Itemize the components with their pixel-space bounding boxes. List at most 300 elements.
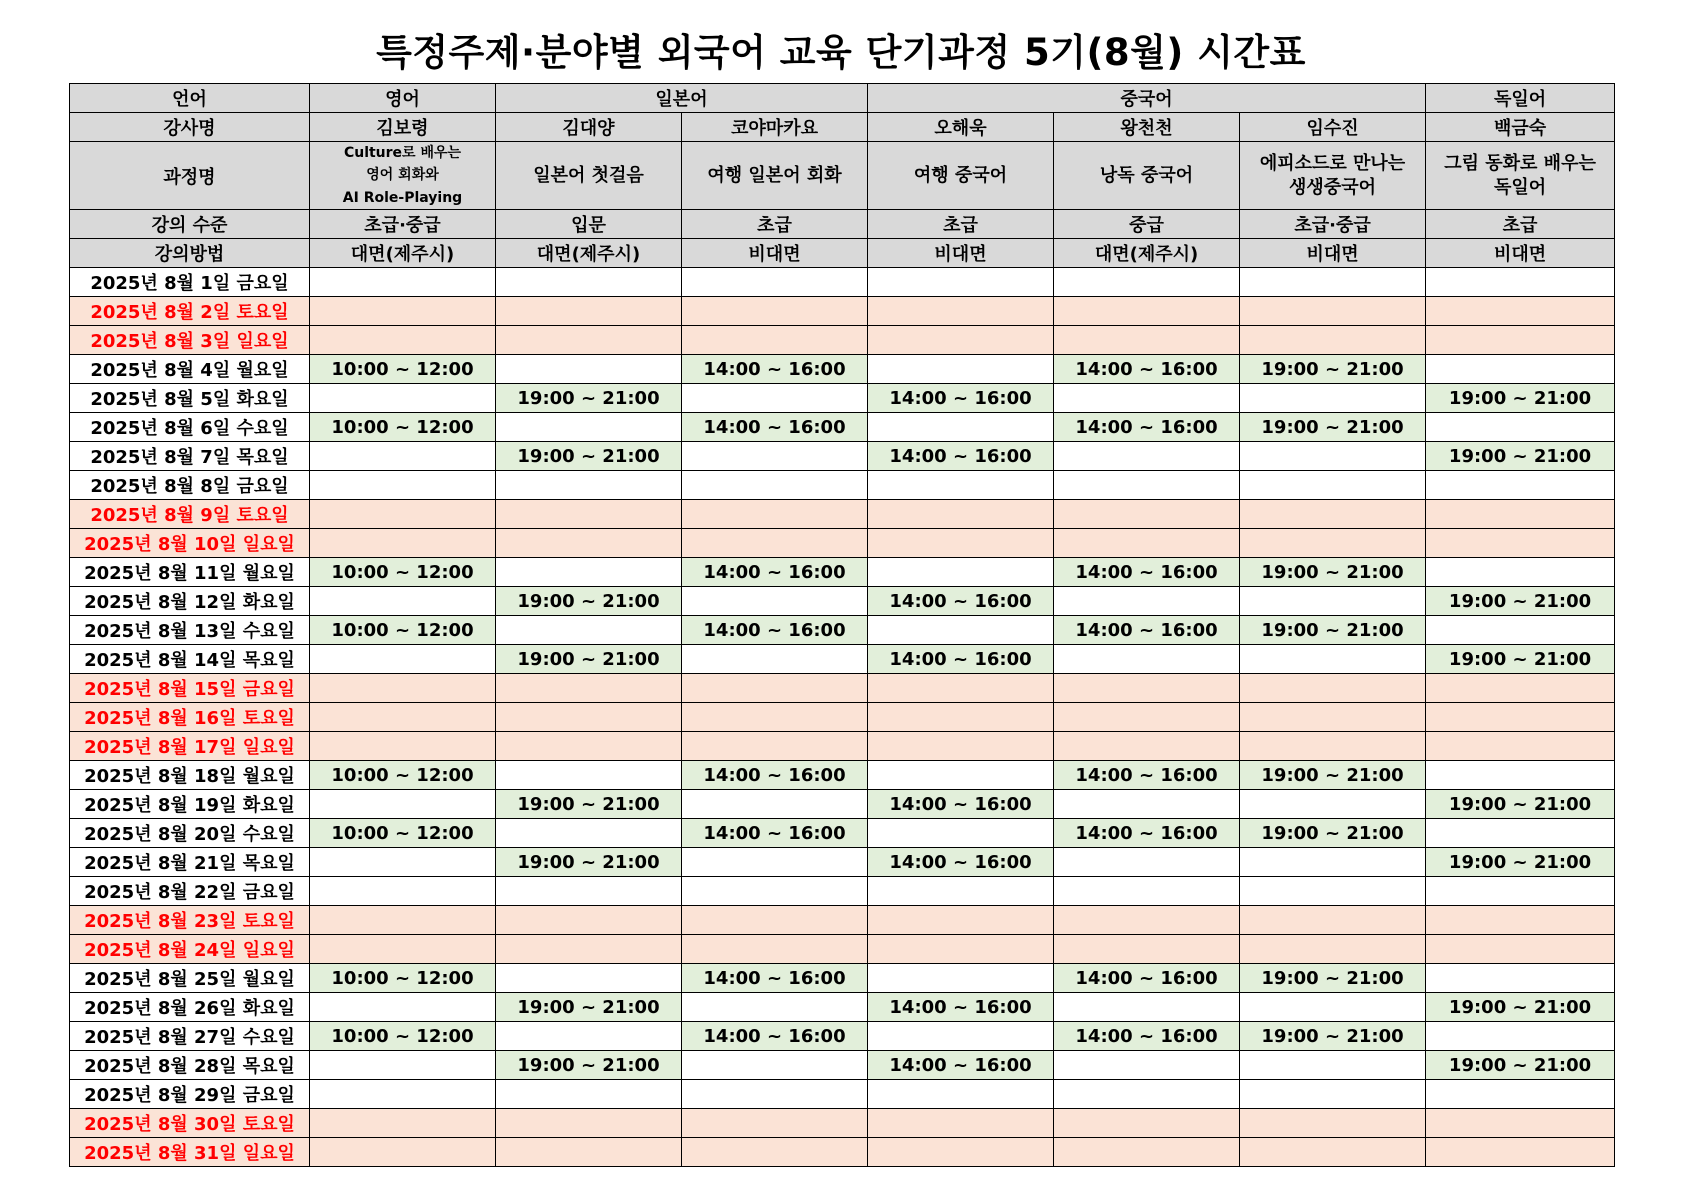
empty-slot <box>868 297 1054 326</box>
class-time-slot: 10:00 ~ 12:00 <box>310 413 496 442</box>
day-row <box>70 268 1615 297</box>
schedule-body <box>70 84 1615 1167</box>
holiday-row <box>70 529 1615 558</box>
day-row <box>70 384 1615 413</box>
empty-slot <box>1240 529 1426 558</box>
empty-slot <box>1426 674 1615 703</box>
course-name <box>310 142 496 210</box>
class-time-slot: 14:00 ~ 16:00 <box>868 587 1054 616</box>
date-cell: 2025년 8월 16일 토요일 <box>70 703 310 732</box>
empty-slot <box>1240 935 1426 964</box>
language-label: 언어 <box>70 84 310 113</box>
class-time-slot: 19:00 ~ 21:00 <box>1426 848 1615 877</box>
empty-slot <box>1054 297 1240 326</box>
date-cell: 2025년 8월 27일 수요일 <box>70 1022 310 1051</box>
empty-slot <box>310 268 496 297</box>
empty-slot <box>868 1080 1054 1109</box>
empty-slot <box>496 529 682 558</box>
empty-slot <box>496 819 682 848</box>
course-name-line: 그림 동화로 배우는 <box>1444 153 1596 175</box>
empty-slot <box>868 326 1054 355</box>
empty-slot <box>1426 326 1615 355</box>
empty-slot <box>310 732 496 761</box>
empty-slot <box>868 413 1054 442</box>
level-row <box>70 210 1615 239</box>
class-time-slot: 19:00 ~ 21:00 <box>1426 442 1615 471</box>
course-name-line: 생생중국어 <box>1289 176 1376 198</box>
holiday-row <box>70 732 1615 761</box>
empty-slot <box>1240 587 1426 616</box>
empty-slot <box>1054 529 1240 558</box>
empty-slot <box>1426 413 1615 442</box>
empty-slot <box>1054 848 1240 877</box>
holiday-row <box>70 674 1615 703</box>
empty-slot <box>1240 906 1426 935</box>
date-cell: 2025년 8월 10일 일요일 <box>70 529 310 558</box>
day-row <box>70 761 1615 790</box>
holiday-row <box>70 297 1615 326</box>
date-cell: 2025년 8월 26일 화요일 <box>70 993 310 1022</box>
empty-slot <box>1240 326 1426 355</box>
empty-slot <box>310 1109 496 1138</box>
language-header: 중국어 <box>868 84 1426 113</box>
empty-slot <box>496 964 682 993</box>
empty-slot <box>496 703 682 732</box>
empty-slot <box>1426 500 1615 529</box>
method-row <box>70 239 1615 268</box>
empty-slot <box>1054 471 1240 500</box>
course-name <box>868 142 1054 210</box>
day-row <box>70 558 1615 587</box>
class-time-slot: 14:00 ~ 16:00 <box>868 384 1054 413</box>
empty-slot <box>1426 471 1615 500</box>
empty-slot <box>310 1080 496 1109</box>
class-time-slot: 14:00 ~ 16:00 <box>868 1051 1054 1080</box>
instructor-name: 임수진 <box>1240 113 1426 142</box>
holiday-row <box>70 906 1615 935</box>
class-time-slot: 14:00 ~ 16:00 <box>1054 413 1240 442</box>
empty-slot <box>1054 906 1240 935</box>
empty-slot <box>1426 355 1615 384</box>
course-method: 비대면 <box>868 239 1054 268</box>
empty-slot <box>1426 1138 1615 1167</box>
date-cell: 2025년 8월 24일 일요일 <box>70 935 310 964</box>
empty-slot <box>310 993 496 1022</box>
empty-slot <box>1426 703 1615 732</box>
empty-slot <box>310 1138 496 1167</box>
class-time-slot: 14:00 ~ 16:00 <box>1054 761 1240 790</box>
holiday-row <box>70 326 1615 355</box>
empty-slot <box>868 964 1054 993</box>
empty-slot <box>1426 761 1615 790</box>
date-cell: 2025년 8월 8일 금요일 <box>70 471 310 500</box>
empty-slot <box>682 1138 868 1167</box>
date-cell: 2025년 8월 13일 수요일 <box>70 616 310 645</box>
empty-slot <box>1240 645 1426 674</box>
empty-slot <box>1054 442 1240 471</box>
language-row <box>70 84 1615 113</box>
class-time-slot: 19:00 ~ 21:00 <box>496 442 682 471</box>
empty-slot <box>1426 732 1615 761</box>
empty-slot <box>682 848 868 877</box>
empty-slot <box>496 935 682 964</box>
course-level: 초급·중급 <box>1240 210 1426 239</box>
course-name-line: 여행 일본어 회화 <box>707 164 842 186</box>
empty-slot <box>1054 1080 1240 1109</box>
course-level: 초급·중급 <box>310 210 496 239</box>
empty-slot <box>496 268 682 297</box>
empty-slot <box>496 297 682 326</box>
empty-slot <box>310 326 496 355</box>
empty-slot <box>1054 326 1240 355</box>
empty-slot <box>310 587 496 616</box>
instructor-row <box>70 113 1615 142</box>
empty-slot <box>682 935 868 964</box>
empty-slot <box>682 384 868 413</box>
class-time-slot: 19:00 ~ 21:00 <box>1240 413 1426 442</box>
holiday-row <box>70 935 1615 964</box>
empty-slot <box>682 790 868 819</box>
date-cell: 2025년 8월 28일 목요일 <box>70 1051 310 1080</box>
day-row <box>70 1022 1615 1051</box>
class-time-slot: 14:00 ~ 16:00 <box>1054 964 1240 993</box>
empty-slot <box>682 442 868 471</box>
date-cell: 2025년 8월 3일 일요일 <box>70 326 310 355</box>
class-time-slot: 19:00 ~ 21:00 <box>1426 790 1615 819</box>
empty-slot <box>310 906 496 935</box>
class-time-slot: 10:00 ~ 12:00 <box>310 964 496 993</box>
course-name <box>1240 142 1426 210</box>
class-time-slot: 19:00 ~ 21:00 <box>1426 993 1615 1022</box>
class-time-slot: 19:00 ~ 21:00 <box>1240 819 1426 848</box>
date-cell: 2025년 8월 9일 토요일 <box>70 500 310 529</box>
date-cell: 2025년 8월 5일 화요일 <box>70 384 310 413</box>
class-time-slot: 19:00 ~ 21:00 <box>496 645 682 674</box>
course-method: 대면(제주시) <box>496 239 682 268</box>
empty-slot <box>1054 703 1240 732</box>
instructor-name: 왕천천 <box>1054 113 1240 142</box>
date-cell: 2025년 8월 1일 금요일 <box>70 268 310 297</box>
class-time-slot: 14:00 ~ 16:00 <box>1054 616 1240 645</box>
empty-slot <box>496 732 682 761</box>
class-time-slot: 14:00 ~ 16:00 <box>868 645 1054 674</box>
empty-slot <box>1054 1109 1240 1138</box>
empty-slot <box>496 326 682 355</box>
course-label: 과정명 <box>70 142 310 210</box>
empty-slot <box>496 558 682 587</box>
holiday-row <box>70 1138 1615 1167</box>
class-time-slot: 10:00 ~ 12:00 <box>310 819 496 848</box>
instructor-name: 백금숙 <box>1426 113 1615 142</box>
empty-slot <box>1240 1109 1426 1138</box>
class-time-slot: 14:00 ~ 16:00 <box>868 993 1054 1022</box>
empty-slot <box>310 935 496 964</box>
empty-slot <box>496 413 682 442</box>
class-time-slot: 14:00 ~ 16:00 <box>682 819 868 848</box>
course-name <box>1426 142 1615 210</box>
date-cell: 2025년 8월 22일 금요일 <box>70 877 310 906</box>
empty-slot <box>496 877 682 906</box>
instructor-name: 코야마카요 <box>682 113 868 142</box>
empty-slot <box>868 471 1054 500</box>
class-time-slot: 19:00 ~ 21:00 <box>496 1051 682 1080</box>
empty-slot <box>1426 819 1615 848</box>
empty-slot <box>868 500 1054 529</box>
day-row <box>70 848 1615 877</box>
empty-slot <box>1426 906 1615 935</box>
empty-slot <box>310 500 496 529</box>
empty-slot <box>496 1109 682 1138</box>
class-time-slot: 10:00 ~ 12:00 <box>310 1022 496 1051</box>
empty-slot <box>1426 1109 1615 1138</box>
course-name <box>1054 142 1240 210</box>
empty-slot <box>1426 964 1615 993</box>
class-time-slot: 14:00 ~ 16:00 <box>682 1022 868 1051</box>
class-time-slot: 14:00 ~ 16:00 <box>868 848 1054 877</box>
empty-slot <box>1054 877 1240 906</box>
class-time-slot: 19:00 ~ 21:00 <box>1240 761 1426 790</box>
empty-slot <box>310 645 496 674</box>
date-cell: 2025년 8월 6일 수요일 <box>70 413 310 442</box>
empty-slot <box>868 906 1054 935</box>
class-time-slot: 14:00 ~ 16:00 <box>682 413 868 442</box>
date-cell: 2025년 8월 7일 목요일 <box>70 442 310 471</box>
empty-slot <box>496 1022 682 1051</box>
course-method: 대면(제주시) <box>310 239 496 268</box>
day-row <box>70 1051 1615 1080</box>
empty-slot <box>310 674 496 703</box>
class-time-slot: 14:00 ~ 16:00 <box>682 616 868 645</box>
day-row <box>70 413 1615 442</box>
holiday-row <box>70 1109 1615 1138</box>
empty-slot <box>682 500 868 529</box>
empty-slot <box>868 703 1054 732</box>
empty-slot <box>868 1138 1054 1167</box>
empty-slot <box>682 674 868 703</box>
empty-slot <box>1426 1080 1615 1109</box>
empty-slot <box>1240 877 1426 906</box>
class-time-slot: 10:00 ~ 12:00 <box>310 616 496 645</box>
empty-slot <box>1054 993 1240 1022</box>
empty-slot <box>1426 558 1615 587</box>
empty-slot <box>868 268 1054 297</box>
course-method: 비대면 <box>682 239 868 268</box>
empty-slot <box>1240 500 1426 529</box>
empty-slot <box>1240 703 1426 732</box>
class-time-slot: 19:00 ~ 21:00 <box>1426 1051 1615 1080</box>
day-row <box>70 471 1615 500</box>
empty-slot <box>1426 529 1615 558</box>
empty-slot <box>496 500 682 529</box>
class-time-slot: 14:00 ~ 16:00 <box>682 558 868 587</box>
class-time-slot: 10:00 ~ 12:00 <box>310 761 496 790</box>
empty-slot <box>868 529 1054 558</box>
empty-slot <box>1426 1022 1615 1051</box>
empty-slot <box>868 935 1054 964</box>
level-label: 강의 수준 <box>70 210 310 239</box>
empty-slot <box>1426 268 1615 297</box>
class-time-slot: 14:00 ~ 16:00 <box>1054 558 1240 587</box>
class-time-slot: 14:00 ~ 16:00 <box>682 761 868 790</box>
empty-slot <box>1240 1138 1426 1167</box>
class-time-slot: 14:00 ~ 16:00 <box>868 790 1054 819</box>
empty-slot <box>1054 587 1240 616</box>
course-name <box>496 142 682 210</box>
course-method: 비대면 <box>1426 239 1615 268</box>
empty-slot <box>310 471 496 500</box>
empty-slot <box>868 1109 1054 1138</box>
empty-slot <box>1240 790 1426 819</box>
page-title: 특정주제·분야별 외국어 교육 단기과정 5기(8월) 시간표 <box>376 31 1306 74</box>
course-name-line: 에피소드로 만나는 <box>1259 153 1406 175</box>
empty-slot <box>496 761 682 790</box>
instructor-name: 오해욱 <box>868 113 1054 142</box>
empty-slot <box>868 1022 1054 1051</box>
date-cell: 2025년 8월 23일 토요일 <box>70 906 310 935</box>
empty-slot <box>1426 616 1615 645</box>
empty-slot <box>496 471 682 500</box>
day-row <box>70 645 1615 674</box>
empty-slot <box>1240 1080 1426 1109</box>
empty-slot <box>682 877 868 906</box>
empty-slot <box>682 1051 868 1080</box>
empty-slot <box>682 529 868 558</box>
class-time-slot: 10:00 ~ 12:00 <box>310 558 496 587</box>
course-name-line: 독일어 <box>1493 176 1547 198</box>
empty-slot <box>682 906 868 935</box>
instructor-name: 김대양 <box>496 113 682 142</box>
date-cell: 2025년 8월 14일 목요일 <box>70 645 310 674</box>
class-time-slot: 19:00 ~ 21:00 <box>1426 645 1615 674</box>
course-name-line: 영어 회화와 <box>366 167 439 184</box>
empty-slot <box>682 587 868 616</box>
class-time-slot: 19:00 ~ 21:00 <box>1240 1022 1426 1051</box>
empty-slot <box>496 616 682 645</box>
empty-slot <box>1240 848 1426 877</box>
empty-slot <box>868 732 1054 761</box>
day-row <box>70 587 1615 616</box>
empty-slot <box>1240 732 1426 761</box>
language-header: 독일어 <box>1426 84 1615 113</box>
course-method: 비대면 <box>1240 239 1426 268</box>
class-time-slot: 19:00 ~ 21:00 <box>496 384 682 413</box>
empty-slot <box>496 906 682 935</box>
holiday-row <box>70 703 1615 732</box>
class-time-slot: 14:00 ~ 16:00 <box>682 964 868 993</box>
empty-slot <box>1426 877 1615 906</box>
class-time-slot: 19:00 ~ 21:00 <box>496 993 682 1022</box>
method-label: 강의방법 <box>70 239 310 268</box>
course-name-line: 여행 중국어 <box>913 164 1008 186</box>
date-cell: 2025년 8월 30일 토요일 <box>70 1109 310 1138</box>
empty-slot <box>1054 268 1240 297</box>
empty-slot <box>682 1080 868 1109</box>
date-cell: 2025년 8월 29일 금요일 <box>70 1080 310 1109</box>
class-time-slot: 14:00 ~ 16:00 <box>682 355 868 384</box>
instructor-name: 김보령 <box>310 113 496 142</box>
day-row <box>70 1080 1615 1109</box>
course-name-line: 일본어 첫걸음 <box>533 164 644 186</box>
empty-slot <box>1054 790 1240 819</box>
empty-slot <box>868 877 1054 906</box>
date-cell: 2025년 8월 21일 목요일 <box>70 848 310 877</box>
class-time-slot: 14:00 ~ 16:00 <box>1054 1022 1240 1051</box>
empty-slot <box>682 732 868 761</box>
empty-slot <box>682 993 868 1022</box>
empty-slot <box>1054 1138 1240 1167</box>
empty-slot <box>682 703 868 732</box>
schedule-table <box>69 83 1615 1167</box>
empty-slot <box>1054 732 1240 761</box>
class-time-slot: 19:00 ~ 21:00 <box>1426 384 1615 413</box>
empty-slot <box>1240 442 1426 471</box>
empty-slot <box>1240 1051 1426 1080</box>
empty-slot <box>1426 297 1615 326</box>
empty-slot <box>496 674 682 703</box>
class-time-slot: 19:00 ~ 21:00 <box>1426 587 1615 616</box>
course-row <box>70 142 1615 210</box>
date-cell: 2025년 8월 25일 월요일 <box>70 964 310 993</box>
course-name-line: 낭독 중국어 <box>1099 164 1194 186</box>
holiday-row <box>70 500 1615 529</box>
day-row <box>70 877 1615 906</box>
empty-slot <box>310 877 496 906</box>
empty-slot <box>682 1109 868 1138</box>
empty-slot <box>868 819 1054 848</box>
course-name-line: AI Role-Playing <box>342 189 463 206</box>
course-level: 초급 <box>1426 210 1615 239</box>
empty-slot <box>682 471 868 500</box>
day-row <box>70 819 1615 848</box>
empty-slot <box>310 848 496 877</box>
empty-slot <box>310 790 496 819</box>
class-time-slot: 10:00 ~ 12:00 <box>310 355 496 384</box>
date-cell: 2025년 8월 15일 금요일 <box>70 674 310 703</box>
empty-slot <box>310 529 496 558</box>
date-cell: 2025년 8월 18일 월요일 <box>70 761 310 790</box>
class-time-slot: 19:00 ~ 21:00 <box>1240 964 1426 993</box>
day-row <box>70 993 1615 1022</box>
date-cell: 2025년 8월 11일 월요일 <box>70 558 310 587</box>
empty-slot <box>310 442 496 471</box>
empty-slot <box>1054 645 1240 674</box>
class-time-slot: 19:00 ~ 21:00 <box>496 790 682 819</box>
day-row <box>70 355 1615 384</box>
day-row <box>70 442 1615 471</box>
day-row <box>70 964 1615 993</box>
class-time-slot: 19:00 ~ 21:00 <box>1240 616 1426 645</box>
date-cell: 2025년 8월 31일 일요일 <box>70 1138 310 1167</box>
empty-slot <box>868 355 1054 384</box>
empty-slot <box>1054 935 1240 964</box>
empty-slot <box>1240 268 1426 297</box>
empty-slot <box>1240 384 1426 413</box>
date-cell: 2025년 8월 20일 수요일 <box>70 819 310 848</box>
empty-slot <box>868 674 1054 703</box>
empty-slot <box>868 761 1054 790</box>
class-time-slot: 19:00 ~ 21:00 <box>1240 355 1426 384</box>
empty-slot <box>1054 674 1240 703</box>
date-cell: 2025년 8월 17일 일요일 <box>70 732 310 761</box>
empty-slot <box>496 355 682 384</box>
date-cell: 2025년 8월 2일 토요일 <box>70 297 310 326</box>
empty-slot <box>1240 674 1426 703</box>
course-name-line: Culture로 배우는 <box>343 145 462 161</box>
empty-slot <box>682 645 868 674</box>
empty-slot <box>682 268 868 297</box>
course-level: 초급 <box>868 210 1054 239</box>
empty-slot <box>1054 384 1240 413</box>
